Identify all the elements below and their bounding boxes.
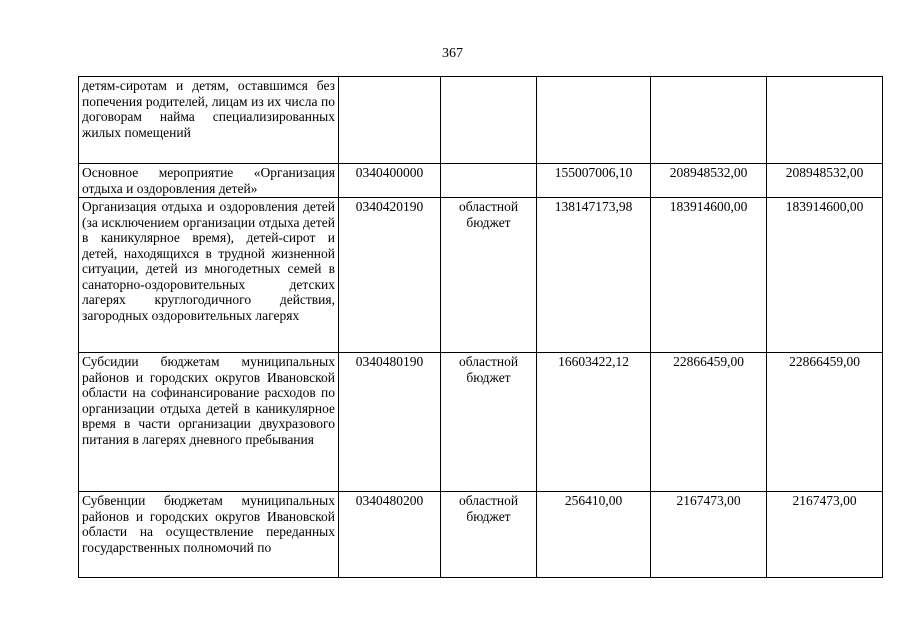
row-source-cell: областной бюджет [441, 353, 537, 492]
row-code-cell: 0340480200 [339, 492, 441, 578]
row-value-3-cell: 2167473,00 [767, 492, 883, 578]
table-row [79, 198, 883, 353]
row-value-1-cell: 138147173,98 [537, 198, 651, 353]
row-source-cell [441, 164, 537, 198]
page-number: 367 [442, 46, 463, 61]
row-value-3-cell: 22866459,00 [767, 353, 883, 492]
row-value-1-cell [537, 77, 651, 164]
row-value-3-cell: 208948532,00 [767, 164, 883, 198]
row-source-cell: областной бюджет [441, 198, 537, 353]
row-value-2-cell: 208948532,00 [651, 164, 767, 198]
table-row [79, 492, 883, 578]
row-value-3-cell [767, 77, 883, 164]
row-value-2-cell: 2167473,00 [651, 492, 767, 578]
row-code-cell [339, 77, 441, 164]
row-value-1-cell: 16603422,12 [537, 353, 651, 492]
row-code-cell: 0340400000 [339, 164, 441, 198]
row-name-cell: детям-сиротам и детям, оставшимся без попечения родителей, лицам из их числа по договорам найма специализированных жилых помещений [79, 77, 339, 164]
row-source-cell [441, 77, 537, 164]
row-value-1-cell: 155007006,10 [537, 164, 651, 198]
budget-table [78, 76, 883, 578]
row-value-2-cell: 22866459,00 [651, 353, 767, 492]
row-name-cell: Основное мероприятие «Организация отдыха и оздоровления детей» [79, 164, 339, 198]
row-name-cell: Субвенции бюджетам муниципальных районов и городских округов Ивановской области на осуществление переданных государственных полномочий по [79, 492, 339, 578]
row-value-2-cell: 183914600,00 [651, 198, 767, 353]
table-row [79, 164, 883, 198]
row-code-cell: 0340420190 [339, 198, 441, 353]
row-value-3-cell: 183914600,00 [767, 198, 883, 353]
row-code-cell: 0340480190 [339, 353, 441, 492]
row-source-cell: областной бюджет [441, 492, 537, 578]
row-value-1-cell: 256410,00 [537, 492, 651, 578]
table-row [79, 77, 883, 164]
row-name-cell: Организация отдыха и оздоровления детей (за исключением организации отдыха детей в каникулярное время), детей-сирот и детей, находящихся в трудной жизненной ситуации, детей из многодетных семей в санаторно-оздоровительных детских лагерях круглогодичного действия, загородных оздоровительных лагерях [79, 198, 339, 353]
table-row [79, 353, 883, 492]
row-name-cell: Субсидии бюджетам муниципальных районов и городских округов Ивановской области на софинансирование расходов по организации отдыха детей в каникулярное время в части организации двухразового питания в лагерях дневного пребывания [79, 353, 339, 492]
row-value-2-cell [651, 77, 767, 164]
